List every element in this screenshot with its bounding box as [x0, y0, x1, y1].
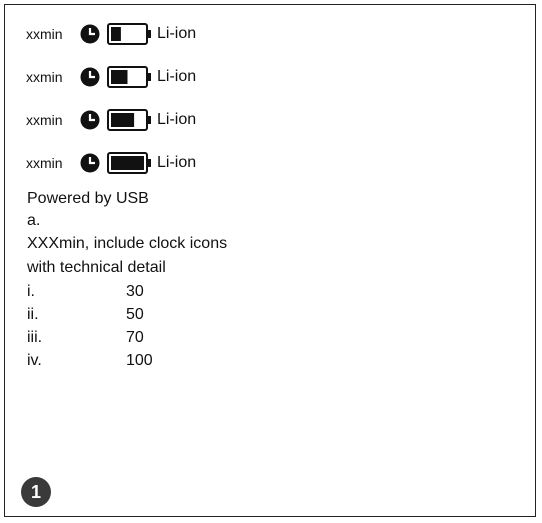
- battery-icon: [107, 152, 153, 174]
- clock-icon: [80, 110, 100, 130]
- level-value: 50: [126, 306, 144, 323]
- level-row-2: [27, 304, 144, 326]
- level-row-1: [27, 281, 144, 303]
- battery-type-label: Li-ion: [157, 25, 197, 42]
- level-value: 30: [126, 283, 144, 300]
- battery-icon: [107, 23, 153, 45]
- battery-row-2: [26, 65, 196, 89]
- level-row-3: [27, 327, 144, 349]
- battery-icon: [107, 109, 153, 131]
- level-roman: iv.: [27, 352, 42, 369]
- battery-row-3: [26, 108, 196, 132]
- battery-icon: [107, 66, 153, 88]
- battery-type-label: Li-ion: [157, 111, 197, 128]
- time-label: xxmin: [26, 69, 63, 85]
- clock-icon: [80, 24, 100, 44]
- level-value: 100: [126, 352, 153, 369]
- clock-icon: [80, 67, 100, 87]
- time-label: xxmin: [26, 26, 63, 42]
- battery-row-4: [26, 151, 196, 175]
- battery-type-label: Li-ion: [157, 68, 197, 85]
- level-roman: i.: [27, 283, 35, 300]
- time-label: xxmin: [26, 155, 63, 171]
- battery-row-1: [26, 22, 196, 46]
- level-value: 70: [126, 329, 144, 346]
- level-roman: ii.: [27, 306, 39, 323]
- note-description-cont: with technical detail: [27, 259, 166, 276]
- note-item-a: a.: [27, 212, 41, 229]
- level-row-4: [27, 350, 153, 372]
- battery-type-label: Li-ion: [157, 154, 197, 171]
- time-label: xxmin: [26, 112, 63, 128]
- note-description: XXXmin, include clock icons: [27, 235, 228, 252]
- callout-number-badge: 1: [21, 477, 51, 507]
- note-powered-by-usb: Powered by USB: [27, 190, 149, 207]
- clock-icon: [80, 153, 100, 173]
- level-roman: iii.: [27, 329, 43, 346]
